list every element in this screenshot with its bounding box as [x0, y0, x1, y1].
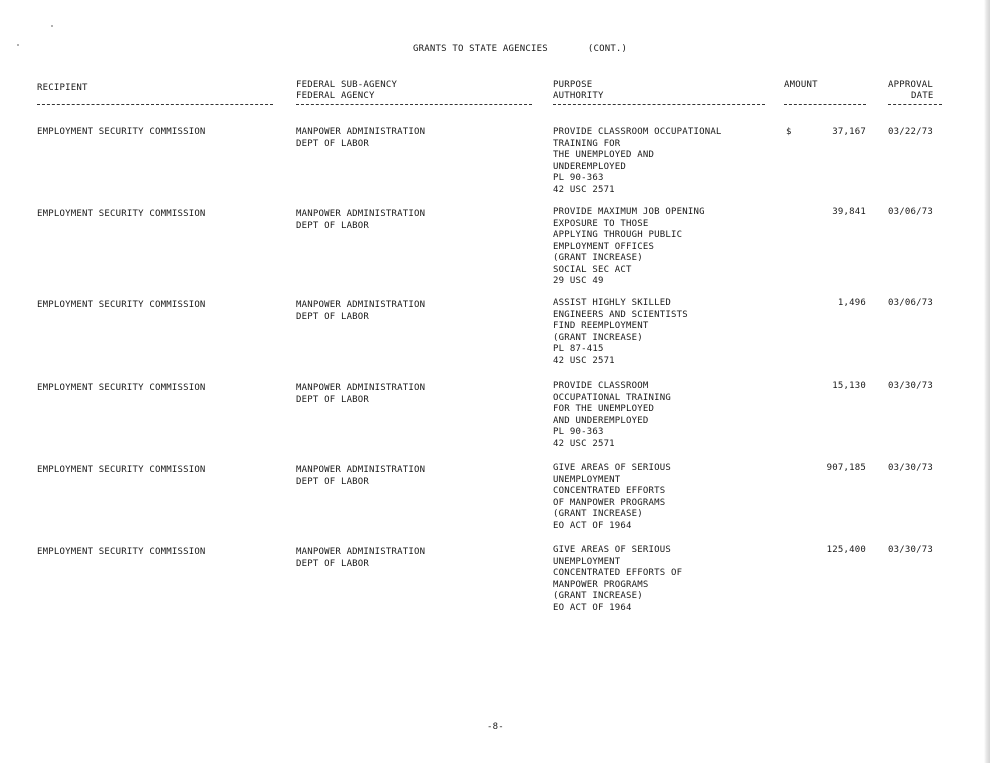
header-rule-date	[888, 104, 942, 105]
page-title	[413, 44, 627, 56]
row-6-recipient: EMPLOYMENT SECURITY COMMISSION	[37, 547, 206, 557]
row-1-agency: MANPOWER ADMINISTRATION DEPT OF LABOR	[296, 127, 426, 149]
header-approval: APPROVAL	[888, 80, 933, 90]
header-rule-purpose	[553, 104, 765, 105]
row-2-agency: MANPOWER ADMINISTRATION DEPT OF LABOR	[296, 209, 426, 231]
row-1-amount: 37,167	[832, 127, 866, 137]
row-3-agency: MANPOWER ADMINISTRATION DEPT OF LABOR	[296, 300, 426, 322]
page-number: -8-	[487, 722, 504, 732]
row-2-date: 03/06/73	[888, 207, 933, 217]
row-1-currency: $	[786, 127, 792, 137]
scan-speck	[17, 44, 19, 46]
row-3-date: 03/06/73	[888, 298, 933, 308]
row-4-purpose: PROVIDE CLASSROOM OCCUPATIONAL TRAINING FOR THE UNEMPLOYED AND UNDEREMPLOYED PL 90-363 42 USC 2571	[553, 381, 671, 449]
row-5-recipient: EMPLOYMENT SECURITY COMMISSION	[37, 465, 206, 475]
row-5-agency: MANPOWER ADMINISTRATION DEPT OF LABOR	[296, 465, 426, 487]
row-4-recipient: EMPLOYMENT SECURITY COMMISSION	[37, 383, 206, 393]
row-3-purpose: ASSIST HIGHLY SKILLED ENGINEERS AND SCIENTISTS FIND REEMPLOYMENT (GRANT INCREASE) PL 87-415 42 USC 2571	[553, 298, 688, 366]
row-2-purpose: PROVIDE MAXIMUM JOB OPENING EXPOSURE TO THOSE APPLYING THROUGH PUBLIC EMPLOYMENT OFFICES (GRANT INCREASE) SOCIAL SEC ACT 29 USC 49	[553, 207, 705, 286]
row-6-purpose: GIVE AREAS OF SERIOUS UNEMPLOYMENT CONCENTRATED EFFORTS OF MANPOWER PROGRAMS (GRANT INCREASE) EO ACT OF 1964	[553, 545, 683, 613]
row-5-date: 03/30/73	[888, 463, 933, 473]
row-3-amount: 1,496	[837, 298, 866, 308]
row-4-amount: 15,130	[832, 381, 866, 391]
title-text: GRANTS TO STATE AGENCIES	[413, 44, 548, 54]
header-date: DATE	[911, 91, 934, 101]
header-amount: AMOUNT	[784, 80, 818, 90]
row-4-date: 03/30/73	[888, 381, 933, 391]
header-sub-agency: FEDERAL SUB-AGENCY	[296, 80, 398, 90]
row-2-recipient: EMPLOYMENT SECURITY COMMISSION	[37, 209, 206, 219]
row-1-purpose: PROVIDE CLASSROOM OCCUPATIONAL TRAINING FOR THE UNEMPLOYED AND UNDEREMPLOYED PL 90-363 42 USC 2571	[553, 127, 722, 195]
row-1-recipient: EMPLOYMENT SECURITY COMMISSION	[37, 127, 206, 137]
row-2-amount: 39,841	[832, 207, 866, 217]
header-purpose: PURPOSE	[553, 80, 593, 90]
row-1-date: 03/22/73	[888, 127, 933, 137]
header-rule-amount	[784, 104, 866, 105]
row-4-agency: MANPOWER ADMINISTRATION DEPT OF LABOR	[296, 383, 426, 405]
row-5-purpose: GIVE AREAS OF SERIOUS UNEMPLOYMENT CONCENTRATED EFFORTS OF MANPOWER PROGRAMS (GRANT INCREASE) EO ACT OF 1964	[553, 463, 671, 531]
scan-edge-shadow	[984, 0, 990, 763]
header-authority: AUTHORITY	[553, 91, 604, 101]
header-federal-agency: FEDERAL AGENCY	[296, 91, 375, 101]
header-recipient: RECIPIENT	[37, 83, 88, 93]
row-6-date: 03/30/73	[888, 545, 933, 555]
scan-speck	[51, 25, 53, 27]
row-5-amount: 907,185	[826, 463, 866, 473]
row-6-amount: 125,400	[826, 545, 866, 555]
row-3-recipient: EMPLOYMENT SECURITY COMMISSION	[37, 300, 206, 310]
row-6-agency: MANPOWER ADMINISTRATION DEPT OF LABOR	[296, 547, 426, 569]
header-rule-recipient	[37, 104, 273, 105]
title-continued: (CONT.)	[587, 44, 628, 54]
header-rule-agency	[296, 104, 532, 105]
